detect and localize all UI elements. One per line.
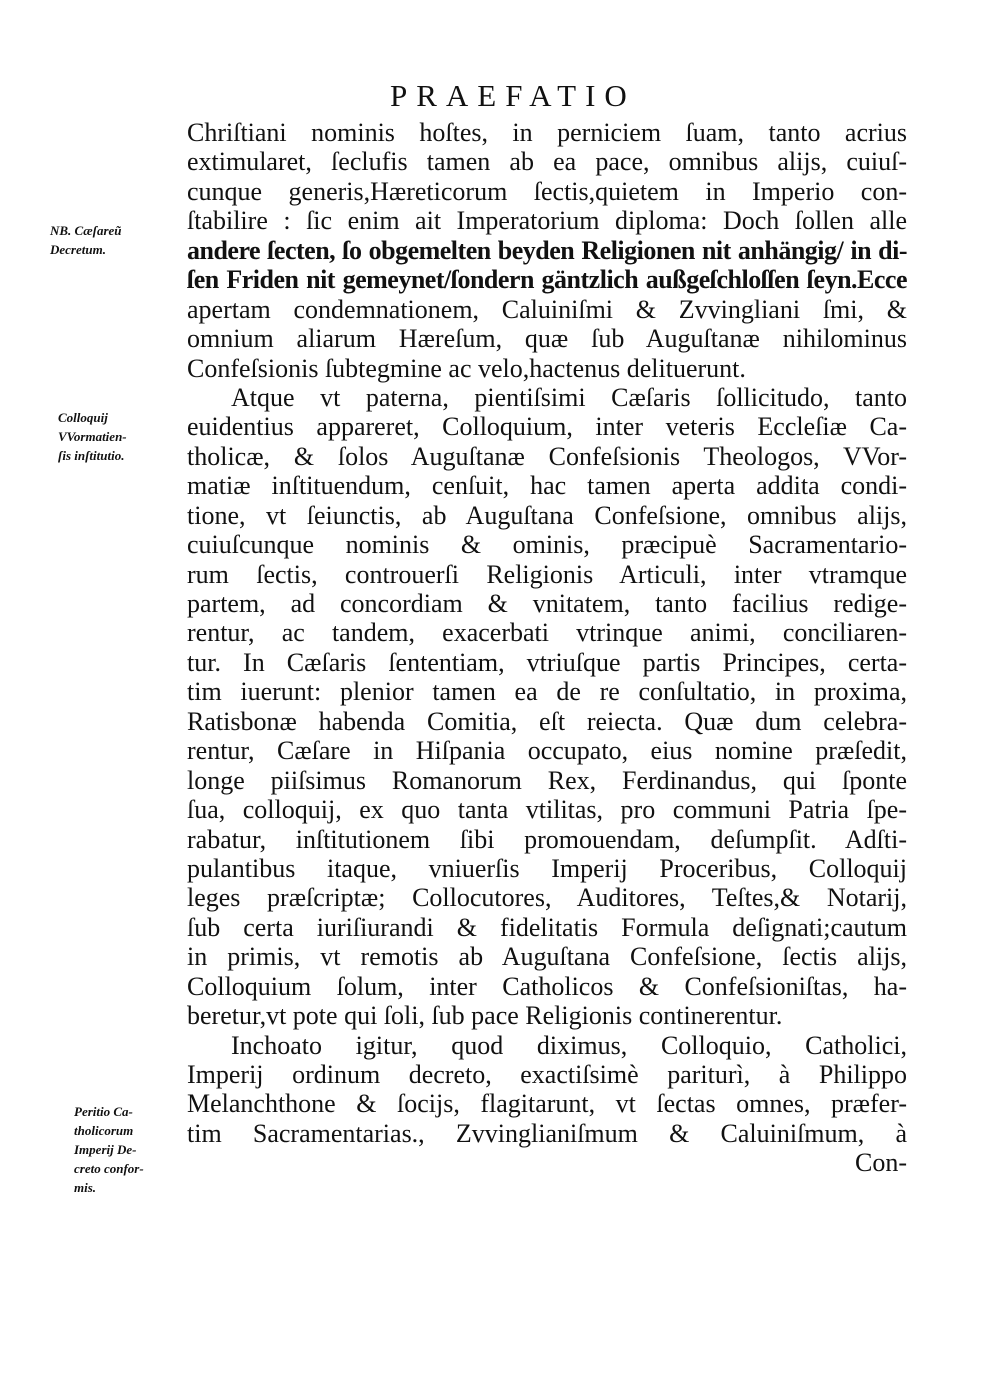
margin-note-catholics — [74, 1102, 144, 1197]
text-line: pulantibus itaque, vniuerſis Imperij Proceribus, Colloquij — [187, 853, 907, 883]
text-line: Melanchthone & ſocijs, flagitarunt, vt ſectas omnes, præfer- — [187, 1089, 907, 1119]
margin-note-line: tholicorum — [74, 1123, 134, 1138]
text-line: tim iuerunt: plenior tamen ea de re conſultatio, in proxima, — [187, 677, 907, 707]
text-line: cunque generis,Hæreticorum ſectis,quietem in Imperio con- — [187, 176, 907, 206]
margin-note-line: Imperij De- — [74, 1142, 137, 1157]
main-text — [187, 118, 907, 1178]
margin-note-line: ſis inſtitutio. — [58, 448, 125, 463]
margin-note-line: VVormatien- — [58, 429, 127, 444]
text-line: Inchoato igitur, quod diximus, Colloquio, Catholici, — [231, 1030, 907, 1060]
catchword: Con- — [855, 1148, 907, 1178]
text-line: tholicæ, & ſolos Auguſtanæ Confeſsionis Theologos, VVor- — [187, 441, 907, 471]
text-line: cuiuſcunque nominis & ominis, præcipuè Sacramentario- — [187, 530, 907, 560]
running-header: PRAEFATIO — [390, 78, 636, 113]
text-line: omnium aliarum Hæreſum, quæ ſub Auguſtanæ nihilominus — [187, 324, 907, 354]
text-line: apertam condemnationem, Caluiniſmi & Zvvingliani ſmi, & — [187, 294, 907, 324]
text-line: ſua, colloquij, ex quo tanta vtilitas, pro communi Patria ſpe- — [187, 795, 907, 825]
text-line: rabatur, inſtitutionem ſibi promouendam, deſumpſit. Adſti- — [187, 824, 907, 854]
text-line: Atque vt paterna, pientiſsimi Cæſaris ſollicitudo, tanto — [231, 382, 907, 412]
text-line: leges præſcriptæ; Collocutores, Auditores, Teſtes,& Notarij, — [187, 883, 907, 913]
text-line: rentur, ac tandem, exacerbati vtrinque animi, conciliaren- — [187, 618, 907, 648]
text-line: ſub certa iuriſiurandi & fidelitatis Formula deſignati;cautum — [187, 912, 907, 942]
text-line: Ratisbonæ habenda Comitia, eſt reiecta. Quæ dum celebra- — [187, 706, 907, 736]
text-line: Chriſtiani nominis hoſtes, in perniciem ſuam, tanto acrius — [187, 118, 907, 147]
text-line: tur. In Cæſaris ſententiam, vtriuſque partis Principes, certa- — [187, 647, 907, 677]
text-line: euidentius appareret, Colloquium, inter veteris Eccleſiæ Ca- — [187, 412, 907, 442]
text-line: tione, vt ſeiunctis, ab Auguſtana Confeſsione, omnibus alijs, — [187, 500, 907, 530]
text-line-german: andere ſecten, ſo obgemelten beyden Religionen nit anhängig/ in di- — [187, 235, 907, 265]
text-line: matiæ inſtituendum, cenſuit, hac tamen aperta addita condi- — [187, 471, 907, 501]
margin-note-line: NB. Cæſareũ — [50, 223, 122, 238]
text-line: Imperij ordinum decreto, exactiſsimè pariturì, à Philippo — [187, 1060, 907, 1089]
text-line-german: ſen Friden nit gemeynet/ſondern gäntzlich außgeſchloſſen ſeyn.Ecce — [187, 265, 907, 295]
text-line: tim Sacramentarias., Zvvinglianiſmum & Caluiniſmum, à — [187, 1118, 907, 1148]
text-line: rum ſectis, controuerſi Religionis Articuli, inter vtramque — [187, 559, 907, 589]
margin-note-line: mis. — [74, 1180, 97, 1195]
margin-note-decree — [50, 221, 122, 259]
text-line: beretur,vt pote qui ſoli, ſub pace Religionis continerentur. — [187, 1001, 783, 1031]
text-line: longe piiſsimus Romanorum Rex, Ferdinandus, qui ſponte — [187, 765, 907, 795]
margin-note-line: Peritio Ca- — [74, 1104, 133, 1119]
margin-note-line: creto confor- — [74, 1161, 144, 1176]
margin-note-colloquy — [58, 408, 127, 465]
margin-note-line: Colloquij — [58, 410, 108, 425]
text-line: Confeſsionis ſubtegmine ac velo,hactenus delituerunt. — [187, 353, 746, 383]
text-line: Colloquium ſolum, inter Catholicos & Confeſsioniſtas, ha- — [187, 971, 907, 1001]
text-line: ſtabilire : ſic enim ait Imperatorium diploma: Doch ſollen alle — [187, 206, 907, 236]
margin-note-line: Decretum. — [50, 242, 106, 257]
text-line: extimularet, ſeclufis tamen ab ea pace, omnibus alijs, cuiuſ- — [187, 147, 907, 177]
text-line: rentur, Cæſare in Hiſpania occupato, eius nomine præſedit, — [187, 736, 907, 766]
text-line: in primis, vt remotis ab Auguſtana Confeſsione, ſectis alijs, — [187, 942, 907, 972]
text-line: partem, ad concordiam & vnitatem, tanto facilius redige- — [187, 589, 907, 618]
